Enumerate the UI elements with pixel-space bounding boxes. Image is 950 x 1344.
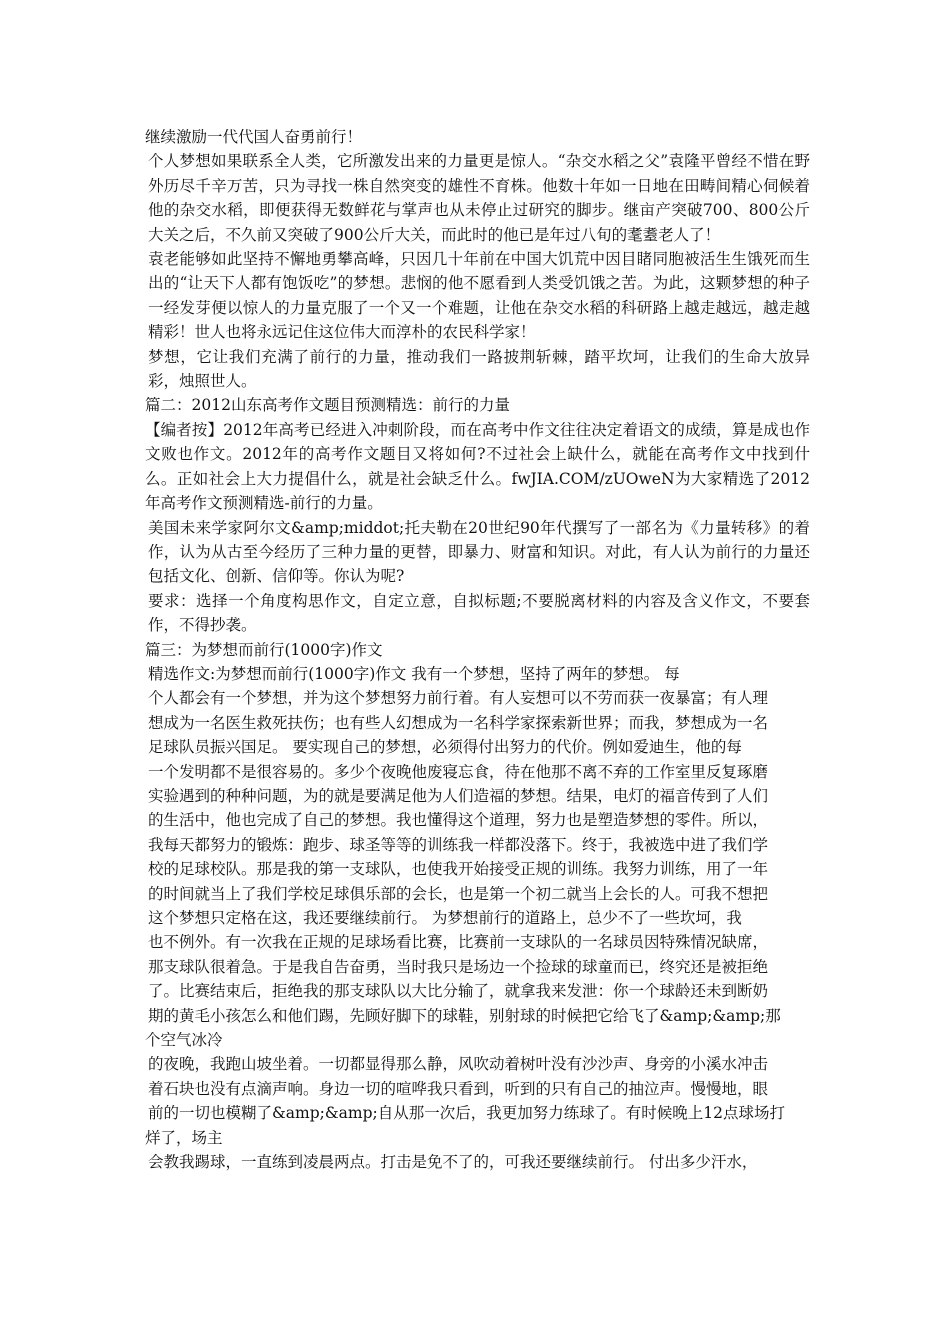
text-line: 个人都会有一个梦想，并为这个梦想努力前行着。有人妄想可以不劳而获一夜暴富；有人理 <box>148 689 769 708</box>
paragraph: 袁老能够如此坚持不懈地勇攀高峰，只因几十年前在中国大饥荒中因目睹同胞被活生生饿死而生出的“让天下人都有饱饭吃”的梦想。悲悯的他不愿看到人类受饥饿之苦。为此，这颗梦想的种子一经发芽便以惊人的力量克服了一个又一个难题，让他在杂交水稻的科研路上越走越远，越走越精彩！世人也将永远记住这位伟大而淳朴的农民科学家！ <box>148 250 810 342</box>
text-line: 前的一切也模糊了&amp;&amp;自从那一次后，我更加努力练球了。有时候晚上12点球场打 <box>148 1104 785 1123</box>
paragraph: 【编者按】2012年高考已经进入冲刺阶段，而在高考中作文往往决定着语文的成绩，算是成也作文败也作文。2012年的高考作文题目又将如何?不过社会上缺什么，就能在高考作文中找到什么。正如社会上大力提倡什么，就是社会缺乏什么。fwJIA.COM/zUOweN为大家精选了2012年高考作文预测精选-前行的力量。 <box>145 420 810 513</box>
text-line: 着石块也没有点滴声响。身边一切的喧哗我只看到，听到的只有自己的抽泣声。慢慢地，眼 <box>148 1079 769 1098</box>
section-heading: 篇三：为梦想而前行(1000字)作文 <box>145 640 383 659</box>
text-line: 的生活中，他也完成了自己的梦想。我也懂得这个道理，努力也是塑造梦想的零件。所以， <box>148 811 769 830</box>
text-line: 校的足球校队。那是我的第一支球队，也使我开始接受正规的训练。我努力训练，用了一年 <box>148 860 769 879</box>
text-line: 也不例外。有一次我在正规的足球场看比赛，比赛前一支球队的一名球员因特殊情况缺席， <box>148 933 769 952</box>
paragraph: 梦想，它让我们充满了前行的力量，推动我们一路披荆斩棘，踏平坎坷，让我们的生命大放异彩，烛照世人。 <box>148 347 810 391</box>
text-line: 会教我踢球，一直练到凌晨两点。打击是免不了的，可我还要继续前行。 付出多少汗水， <box>148 1153 758 1172</box>
text-line: 期的黄毛小孩怎么和他们踢，先顾好脚下的球鞋，别射球的时候把它给飞了&amp;&amp;那 <box>148 1006 781 1025</box>
text-line: 了。比赛结束后，拒绝我的那支球队以大比分输了，就拿我来发泄：你一个球龄还未到断奶 <box>148 982 769 1001</box>
paragraph: 个人梦想如果联系全人类，它所激发出来的力量更是惊人。“杂交水稻之父”袁隆平曾经不惜在野外历尽千辛万苦，只为寻找一株自然突变的雄性不育株。他数十年如一日地在田畴间精心伺候着他的杂交水稻，即便获得无数鲜花与掌声也从未停止过研究的脚步。继亩产突破700、800公斤大关之后，不久前又突破了900公斤大关，而此时的他已是年过八旬的耄耋老人了！ <box>148 152 810 244</box>
paragraph: 美国未来学家阿尔文&amp;middot;托夫勒在20世纪90年代撰写了一部名为《力量转移》的着作，认为从古至今经历了三种力量的更替，即暴力、财富和知识。对此，有人认为前行的力量还包括文化、创新、信仰等。你认为呢? <box>148 518 810 586</box>
paragraph: 继续激励一代代国人奋勇前行！ <box>145 128 363 146</box>
text-line: 那支球队很着急。于是我自告奋勇，当时我只是场边一个捡球的球童而已，终究还是被拒绝 <box>148 957 769 976</box>
text-line: 这个梦想只定格在这，我还要继续前行。 为梦想前行的道路上，总少不了一些坎坷，我 <box>148 909 742 927</box>
text-line: 个空气冰冷 <box>145 1031 223 1050</box>
text-line: 想成为一名医生救死扶伤；也有些人幻想成为一名科学家探索新世界；而我，梦想成为一名 <box>148 713 769 732</box>
text-line: 的时间就当上了我们学校足球俱乐部的会长，也是第一个初二就当上会长的人。可我不想把 <box>148 884 769 903</box>
section-heading: 篇二：2012山东高考作文题目预测精选：前行的力量 <box>145 396 510 415</box>
paragraph: 要求：选择一个角度构思作文，自定立意，自拟标题;不要脱离材料的内容及含义作文，不要套作，不得抄袭。 <box>148 591 810 635</box>
text-line: 足球队员振兴国足。 要实现自己的梦想，必须得付出努力的代价。例如爱迪生，他的每 <box>148 738 742 757</box>
text-line: 的夜晚，我跑山坡坐着。一切都显得那么静，风吹动着树叶没有沙沙声、身旁的小溪水冲击 <box>148 1055 769 1074</box>
document-body <box>145 125 810 1174</box>
text-line: 一个发明都不是很容易的。多少个夜晚他废寝忘食，待在他那不离不弃的工作室里反复琢磨 <box>148 762 769 781</box>
text-line: 精选作文:为梦想而前行(1000字)作文 我有一个梦想，坚持了两年的梦想。 每 <box>148 664 680 683</box>
text-line: 我每天都努力的锻炼：跑步、球圣等等的训练我一样都没落下。终于，我被选中进了我们学 <box>148 835 769 854</box>
text-line: 实验遇到的种种问题，为的就是要满足他为人们造福的梦想。结果，电灯的福音传到了人们 <box>148 786 769 805</box>
text-line: 烊了，场主 <box>145 1128 223 1147</box>
